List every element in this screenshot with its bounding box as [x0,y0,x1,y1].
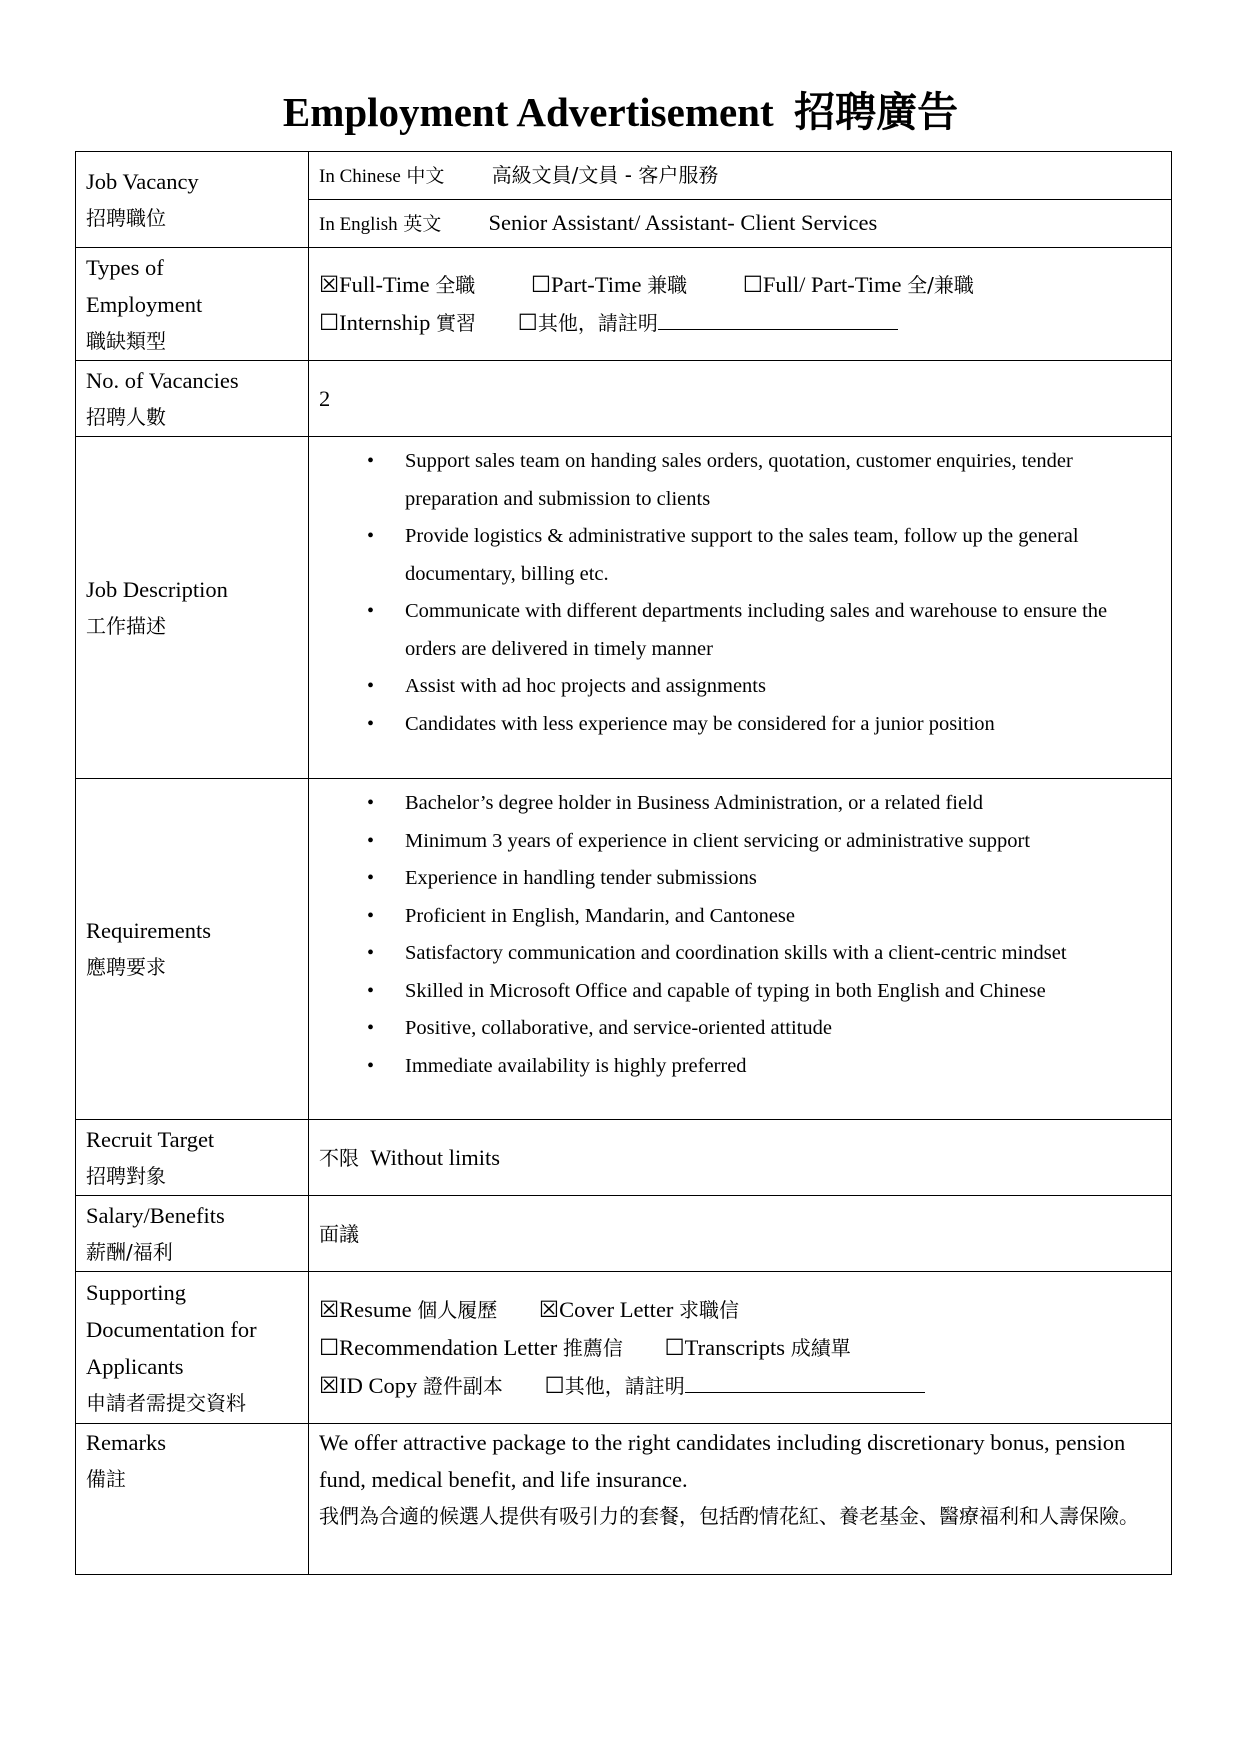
employment-form-table [75,151,1172,1575]
vacancies-row [76,361,1172,437]
requirements-label-zh: 應聘要求 [86,955,166,979]
list-item: • Satisfactory communication and coordination skills with a client-centric mindset [405,935,1161,973]
cover-letter-checkbox[interactable]: ☒Cover Letter 求職信 [538,1296,740,1322]
title-english: Employment Advertisement [282,89,774,135]
requirements-list [319,785,1161,1085]
vacancies-label-zh: 招聘人數 [86,404,166,429]
other-document-blank-line[interactable] [685,1370,925,1393]
transcripts-checkbox[interactable]: ☐Transcripts 成績單 [664,1334,851,1360]
list-item: • Proficient in English, Mandarin, and Cantonese [405,898,1161,936]
in-english-label-en: In English [319,214,398,235]
documents-options [309,1272,1172,1424]
vacancies-value: 2 [309,361,1172,437]
id-copy-checkbox[interactable]: ☒ID Copy 證件副本 [319,1372,503,1398]
job-description-label-zh: 工作描述 [86,613,166,638]
job-vacancy-row-chinese [76,152,1172,200]
list-item: • Immediate availability is highly preferred [405,1048,1161,1086]
requirements-cell [309,779,1172,1120]
job-title-chinese: 高級文員/文員 - 客户服務 [491,163,719,187]
other-document-checkbox[interactable]: ☐其他，請註明 [544,1372,685,1398]
job-description-label [76,437,309,779]
title-chinese: 招聘廣告 [794,89,959,135]
remarks-label-zh: 備註 [86,1467,126,1491]
vacancies-label [76,361,309,437]
remarks-row [76,1424,1172,1575]
checkbox-unchecked-icon: ☐ [517,310,538,335]
documents-label-line1: Supporting [86,1279,187,1305]
job-vacancy-english-cell [309,200,1172,248]
documents-row [76,1272,1172,1424]
job-vacancy-chinese-cell [309,152,1172,200]
remarks-chinese-text: 我們為合適的候選人提供有吸引力的套餐，包括酌情花紅、養老基金、醫療福利和人壽保險。 [319,1504,1139,1528]
remarks-label [76,1424,309,1575]
requirements-row [76,779,1172,1120]
list-item: • Bachelor’s degree holder in Business Administration, or a related field [405,785,1161,823]
checkbox-unchecked-icon: ☐ [319,310,340,335]
list-item: • Candidates with less experience may be considered for a junior position [405,706,1157,744]
recommendation-letter-checkbox[interactable]: ☐Recommendation Letter 推薦信 [319,1334,623,1360]
employment-type-row [76,248,1172,361]
recruit-target-label-zh: 招聘對象 [86,1163,166,1188]
list-item: • Minimum 3 years of experience in client servicing or administrative support [405,823,1161,861]
list-item: • Positive, collaborative, and service-oriented attitude [405,1010,1161,1048]
remarks-english-text: We offer attractive package to the right candidates including discretionary bonus, pension fund, medical benefit, and life insurance. [319,1430,1126,1492]
salary-row [76,1196,1172,1272]
recruit-target-row [76,1120,1172,1196]
remarks-label-en: Remarks [86,1430,166,1455]
checkbox-unchecked-icon: ☐ [664,1334,685,1360]
job-description-label-en: Job Description [86,576,228,602]
other-type-checkbox[interactable]: ☐其他，請註明 [517,310,658,335]
part-time-checkbox[interactable]: ☐Part-Time 兼職 [530,272,688,297]
resume-checkbox[interactable]: ☒Resume 個人履歷 [319,1296,498,1322]
in-chinese-label-zh: 中文 [406,165,445,187]
internship-checkbox[interactable]: ☐Internship 實習 [319,310,477,335]
list-item: • Assist with ad hoc projects and assignments [405,668,1157,706]
checkbox-unchecked-icon: ☐ [544,1372,565,1398]
recruit-target-value: 不限 Without limits [309,1120,1172,1196]
job-vacancy-label [76,152,309,248]
job-title-english: Senior Assistant/ Assistant- Client Services [488,210,878,235]
full-time-checkbox[interactable]: ☒Full-Time 全職 [319,272,476,297]
employment-type-label-line1: Types of [86,254,164,280]
list-item: • Support sales team on handing sales orders, quotation, customer enquiries, tender preparation and submission to clients [405,443,1157,518]
list-item: • Communicate with different departments including sales and warehouse to ensure the orders are delivered in timely manner [405,593,1157,668]
list-item: • Experience in handling tender submissions [405,860,1161,898]
job-description-list [319,443,1157,743]
employment-type-label-line2: Employment [86,291,203,317]
salary-label [76,1196,309,1272]
requirements-label [76,779,309,1120]
other-type-blank-line[interactable] [658,307,898,330]
list-item: • Skilled in Microsoft Office and capable of typing in both English and Chinese [405,973,1161,1011]
employment-type-label-zh: 職缺類型 [86,328,166,353]
documents-label-zh: 申請者需提交資料 [86,1390,246,1415]
checkbox-checked-icon: ☒ [319,272,340,297]
documents-label [76,1272,309,1424]
list-item: • Provide logistics & administrative support to the sales team, follow up the general documentary, billing etc. [405,518,1157,593]
recruit-target-label [76,1120,309,1196]
checkbox-checked-icon: ☒ [538,1296,560,1322]
employment-type-line-1 [319,266,1161,304]
vacancies-label-en: No. of Vacancies [86,367,239,393]
job-vacancy-label-zh: 招聘職位 [86,205,166,230]
job-description-row [76,437,1172,779]
remarks-cell [309,1424,1172,1575]
documents-label-line2: Documentation for [86,1316,257,1342]
checkbox-checked-icon: ☒ [319,1296,340,1322]
checkbox-checked-icon: ☒ [319,1372,340,1398]
in-chinese-label-en: In Chinese [319,166,401,187]
page-title [0,84,1241,140]
employment-type-label [76,248,309,361]
documents-line-1 [319,1291,1161,1329]
job-description-cell [309,437,1172,779]
salary-value: 面議 [309,1196,1172,1272]
employment-type-line-2 [319,304,1161,342]
salary-label-zh: 薪酬/福利 [86,1239,173,1264]
requirements-label-en: Requirements [86,918,211,943]
checkbox-unchecked-icon: ☐ [530,272,552,297]
recruit-target-label-en: Recruit Target [86,1126,215,1152]
full-part-time-checkbox[interactable]: ☐Full/ Part-Time 全/兼職 [742,272,974,297]
salary-label-en: Salary/Benefits [86,1202,225,1228]
checkbox-unchecked-icon: ☐ [319,1334,340,1360]
employment-type-options [309,248,1172,361]
documents-line-2 [319,1329,1161,1367]
in-english-label-zh: 英文 [403,213,442,235]
checkbox-unchecked-icon: ☐ [742,272,763,297]
documents-line-3 [319,1367,1161,1405]
documents-label-line3: Applicants [86,1353,184,1379]
job-vacancy-label-en: Job Vacancy [86,168,199,194]
